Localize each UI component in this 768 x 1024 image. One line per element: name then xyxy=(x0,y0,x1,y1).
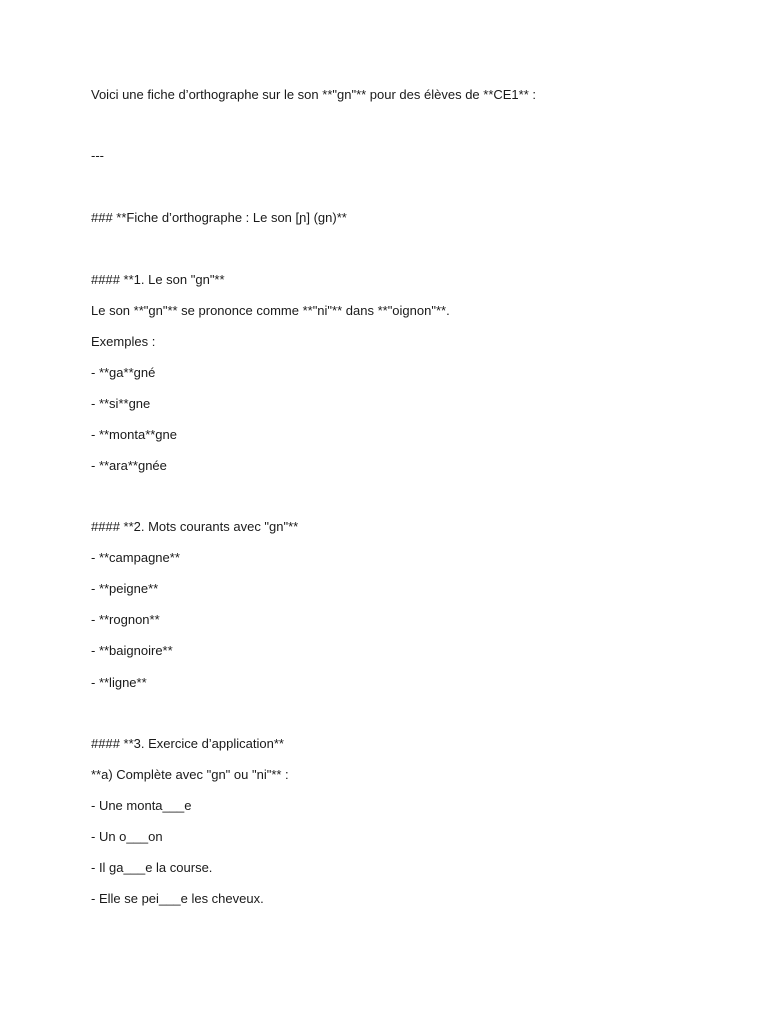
section-1-explanation: Le son **"gn"** se prononce comme **"ni"** dans **"oignon"**. xyxy=(91,303,450,318)
common-word-item: - **ligne** xyxy=(91,675,147,690)
exercise-item: - Elle se pei___e les cheveux. xyxy=(91,891,264,906)
separator-line: --- xyxy=(91,148,104,163)
exercise-item: - Un o___on xyxy=(91,829,163,844)
intro-line: Voici une fiche d’orthographe sur le son **"gn"** pour des élèves de **CE1** : xyxy=(91,87,537,102)
examples-label: Exemples : xyxy=(91,334,156,349)
common-word-item: - **campagne** xyxy=(91,550,180,565)
common-word-item: - **rognon** xyxy=(91,612,160,627)
example-item: - **ara**gnée xyxy=(91,458,167,473)
section-1-heading: #### **1. Le son "gn"** xyxy=(91,272,225,287)
common-word-item: - **baignoire** xyxy=(91,643,173,658)
example-item: - **monta**gne xyxy=(91,427,177,442)
exercise-item: - Une monta___e xyxy=(91,798,192,813)
section-3-heading: #### **3. Exercice d’application** xyxy=(91,736,284,751)
common-word-item: - **peigne** xyxy=(91,581,159,596)
exercise-item: - Il ga___e la course. xyxy=(91,860,213,875)
exercise-instruction: **a) Complète avec "gn" ou "ni"** : xyxy=(91,767,289,782)
example-item: - **si**gne xyxy=(91,396,151,411)
sheet-title: ### **Fiche d’orthographe : Le son [ɲ] (gn)** xyxy=(91,210,347,225)
example-item: - **ga**gné xyxy=(91,365,156,380)
section-2-heading: #### **2. Mots courants avec "gn"** xyxy=(91,519,299,534)
